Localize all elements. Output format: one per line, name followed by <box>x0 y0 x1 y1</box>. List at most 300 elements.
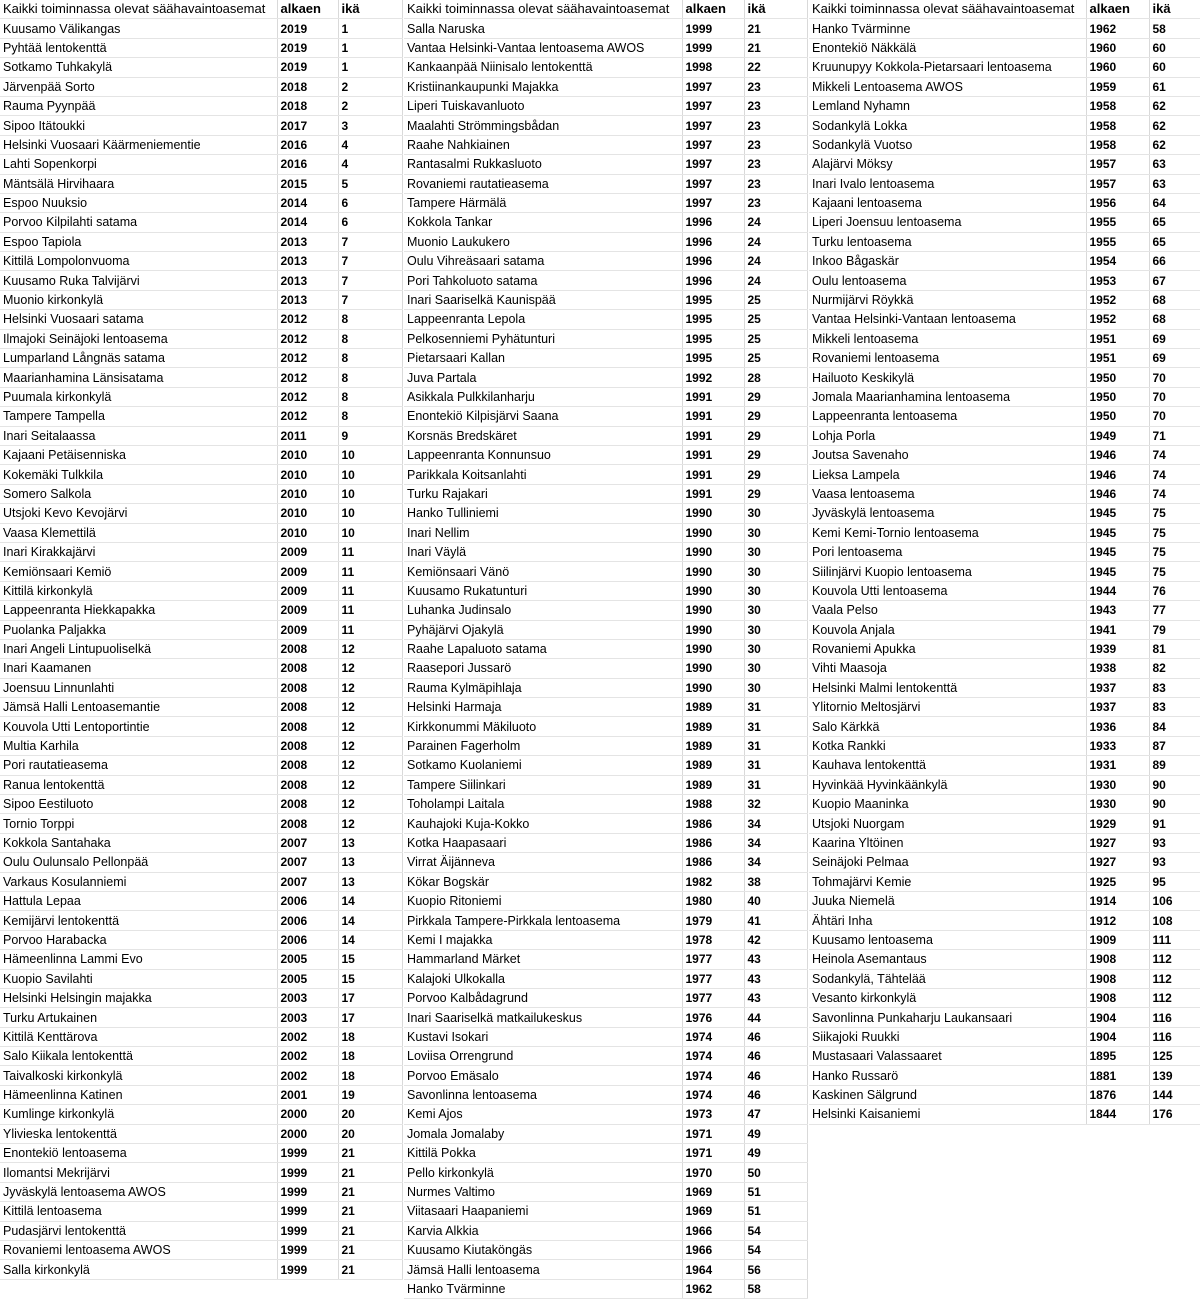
station-name: Inkoo Bågaskär <box>809 252 1086 271</box>
station-age: 46 <box>744 1027 807 1046</box>
start-year: 2010 <box>277 523 338 542</box>
table-row <box>404 833 807 852</box>
start-year: 1881 <box>1086 1066 1149 1085</box>
table-row <box>809 96 1200 115</box>
station-name: Kemi Kemi-Tornio lentoasema <box>809 523 1086 542</box>
station-age: 95 <box>1149 872 1200 891</box>
start-year: 1952 <box>1086 290 1149 309</box>
station-name: Porvoo Kalbådagrund <box>404 988 682 1007</box>
start-year: 2000 <box>277 1105 338 1124</box>
start-year: 2002 <box>277 1047 338 1066</box>
table-row <box>404 717 807 736</box>
table-row <box>809 736 1200 755</box>
start-year: 1982 <box>682 872 744 891</box>
start-year: 2009 <box>277 562 338 581</box>
station-name: Sodankylä Vuotso <box>809 135 1086 154</box>
start-year: 1986 <box>682 853 744 872</box>
start-year: 1943 <box>1086 601 1149 620</box>
start-year: 1999 <box>682 38 744 57</box>
table-row <box>404 601 807 620</box>
table-row <box>0 465 402 484</box>
start-year: 1929 <box>1086 814 1149 833</box>
start-year: 2017 <box>277 116 338 135</box>
station-age: 74 <box>1149 484 1200 503</box>
station-age: 23 <box>744 77 807 96</box>
table-row <box>404 426 807 445</box>
station-name: Kruunupyy Kokkola-Pietarsaari lentoasema <box>809 58 1086 77</box>
table-row <box>404 1241 807 1260</box>
station-age: 42 <box>744 930 807 949</box>
start-year: 2009 <box>277 601 338 620</box>
table-row <box>809 329 1200 348</box>
station-age: 23 <box>744 135 807 154</box>
table-row <box>404 969 807 988</box>
station-name: Hanko Tvärminne <box>809 19 1086 38</box>
station-name: Rantasalmi Rukkasluoto <box>404 155 682 174</box>
station-name: Alajärvi Möksy <box>809 155 1086 174</box>
station-age: 58 <box>744 1279 807 1298</box>
station-name: Kittilä Pokka <box>404 1144 682 1163</box>
station-name: Tampere Tampella <box>0 407 277 426</box>
station-age: 13 <box>338 853 402 872</box>
station-name: Hanko Russarö <box>809 1066 1086 1085</box>
station-age: 5 <box>338 174 402 193</box>
station-name: Hammarland Märket <box>404 950 682 969</box>
station-age: 12 <box>338 775 402 794</box>
start-year: 2008 <box>277 678 338 697</box>
station-name: Kuusamo Välikangas <box>0 19 277 38</box>
table-row <box>0 678 402 697</box>
table-row <box>0 193 402 212</box>
table-row <box>404 930 807 949</box>
station-name: Kuusamo Rukatunturi <box>404 581 682 600</box>
start-year: 1956 <box>1086 193 1149 212</box>
table-row <box>404 1066 807 1085</box>
station-age: 6 <box>338 193 402 212</box>
station-age: 43 <box>744 988 807 1007</box>
table-row <box>809 271 1200 290</box>
start-year: 1946 <box>1086 465 1149 484</box>
start-year: 2015 <box>277 174 338 193</box>
station-age: 29 <box>744 387 807 406</box>
table-row <box>809 387 1200 406</box>
station-name: Lieksa Lampela <box>809 465 1086 484</box>
station-name: Rovaniemi rautatieasema <box>404 174 682 193</box>
header-row <box>0 0 402 19</box>
start-year: 2001 <box>277 1085 338 1104</box>
station-name: Utsjoki Kevo Kevojärvi <box>0 504 277 523</box>
station-name: Raahe Lapaluoto satama <box>404 639 682 658</box>
start-year: 2003 <box>277 1008 338 1027</box>
station-age: 106 <box>1149 891 1200 910</box>
table-row <box>0 795 402 814</box>
start-year: 1974 <box>682 1066 744 1085</box>
table-row <box>404 271 807 290</box>
start-year: 1991 <box>682 387 744 406</box>
station-age: 87 <box>1149 736 1200 755</box>
table-row <box>809 891 1200 910</box>
station-age: 20 <box>338 1124 402 1143</box>
header-row <box>809 0 1200 19</box>
table-row <box>404 368 807 387</box>
start-year: 2008 <box>277 736 338 755</box>
table-row <box>809 426 1200 445</box>
table-row <box>809 77 1200 96</box>
start-year: 1977 <box>682 969 744 988</box>
table-row <box>809 833 1200 852</box>
station-age: 8 <box>338 368 402 387</box>
station-age: 30 <box>744 659 807 678</box>
start-year: 1974 <box>682 1085 744 1104</box>
table-row <box>0 213 402 232</box>
station-age: 7 <box>338 252 402 271</box>
start-year: 1955 <box>1086 232 1149 251</box>
table-row <box>404 465 807 484</box>
start-year: 2007 <box>277 853 338 872</box>
station-name: Kuopio Savilahti <box>0 969 277 988</box>
station-name: Hanko Tvärminne <box>404 1279 682 1298</box>
station-age: 21 <box>744 38 807 57</box>
station-name: Toholampi Laitala <box>404 795 682 814</box>
start-year: 1958 <box>1086 96 1149 115</box>
table-row <box>809 213 1200 232</box>
station-name: Utsjoki Nuorgam <box>809 814 1086 833</box>
table-row <box>404 1144 807 1163</box>
start-year: 1989 <box>682 717 744 736</box>
station-age: 116 <box>1149 1027 1200 1046</box>
station-name: Loviisa Orrengrund <box>404 1047 682 1066</box>
start-year: 1995 <box>682 310 744 329</box>
station-name: Lappeenranta Hiekkapakka <box>0 601 277 620</box>
station-age: 38 <box>744 872 807 891</box>
station-name: Inari Seitalaassa <box>0 426 277 445</box>
start-year: 1962 <box>682 1279 744 1298</box>
start-year: 1996 <box>682 213 744 232</box>
station-age: 21 <box>338 1144 402 1163</box>
station-name: Ähtäri Inha <box>809 911 1086 930</box>
start-year: 1937 <box>1086 678 1149 697</box>
start-year: 1957 <box>1086 174 1149 193</box>
station-age: 4 <box>338 135 402 154</box>
station-age: 50 <box>744 1163 807 1182</box>
start-year: 1991 <box>682 465 744 484</box>
start-year: 2013 <box>277 252 338 271</box>
station-name: Sodankylä Lokka <box>809 116 1086 135</box>
table-row <box>809 523 1200 542</box>
start-year: 1946 <box>1086 445 1149 464</box>
station-name: Savonlinna lentoasema <box>404 1085 682 1104</box>
start-year: 1908 <box>1086 988 1149 1007</box>
table-row <box>0 155 402 174</box>
station-age: 43 <box>744 950 807 969</box>
station-name: Ilmajoki Seinäjoki lentoasema <box>0 329 277 348</box>
station-age: 28 <box>744 368 807 387</box>
station-name: Inari Kaamanen <box>0 659 277 678</box>
station-age: 90 <box>1149 775 1200 794</box>
start-year: 1989 <box>682 698 744 717</box>
start-year: 1844 <box>1086 1105 1149 1124</box>
table-row <box>404 775 807 794</box>
station-age: 23 <box>744 96 807 115</box>
table-row <box>0 542 402 561</box>
station-name: Enontekiö Kilpisjärvi Saana <box>404 407 682 426</box>
table-row <box>809 193 1200 212</box>
station-age: 46 <box>744 1085 807 1104</box>
station-name: Kaarina Yltöinen <box>809 833 1086 852</box>
table-row <box>809 775 1200 794</box>
table-row <box>0 1182 402 1201</box>
station-name: Juuka Niemelä <box>809 891 1086 910</box>
station-name: Tampere Härmälä <box>404 193 682 212</box>
table-row <box>809 1047 1200 1066</box>
station-name: Rovaniemi Apukka <box>809 639 1086 658</box>
start-year: 1960 <box>1086 38 1149 57</box>
table-row <box>0 174 402 193</box>
station-age: 79 <box>1149 620 1200 639</box>
start-year: 2019 <box>277 58 338 77</box>
station-age: 51 <box>744 1202 807 1221</box>
start-year: 1992 <box>682 368 744 387</box>
start-year: 1996 <box>682 232 744 251</box>
station-age: 29 <box>744 407 807 426</box>
station-age: 29 <box>744 445 807 464</box>
table-row <box>404 116 807 135</box>
start-year: 1950 <box>1086 407 1149 426</box>
start-year: 1957 <box>1086 155 1149 174</box>
start-year: 2007 <box>277 872 338 891</box>
start-year: 1991 <box>682 445 744 464</box>
station-name: Pyhtää lentokenttä <box>0 38 277 57</box>
start-year: 1999 <box>277 1260 338 1279</box>
start-year: 1958 <box>1086 135 1149 154</box>
start-year: 2014 <box>277 213 338 232</box>
table-row <box>404 795 807 814</box>
table-row <box>809 659 1200 678</box>
table-row <box>0 911 402 930</box>
table-row <box>0 329 402 348</box>
start-year: 2007 <box>277 833 338 852</box>
station-age: 21 <box>338 1260 402 1279</box>
start-year: 2012 <box>277 407 338 426</box>
station-name: Helsinki Helsingin majakka <box>0 988 277 1007</box>
station-name: Pello kirkonkylä <box>404 1163 682 1182</box>
table-row <box>0 950 402 969</box>
start-year: 1930 <box>1086 775 1149 794</box>
table-row <box>809 445 1200 464</box>
station-name: Nurmes Valtimo <box>404 1182 682 1201</box>
station-name: Vaasa Klemettilä <box>0 523 277 542</box>
start-year: 1995 <box>682 290 744 309</box>
start-year: 1945 <box>1086 542 1149 561</box>
start-year: 1931 <box>1086 756 1149 775</box>
station-name: Karvia Alkkia <box>404 1221 682 1240</box>
table-row <box>404 1085 807 1104</box>
start-year: 1990 <box>682 639 744 658</box>
start-year: 1945 <box>1086 562 1149 581</box>
station-age: 1 <box>338 58 402 77</box>
station-age: 13 <box>338 872 402 891</box>
station-age: 8 <box>338 407 402 426</box>
station-name: Mikkeli lentoasema <box>809 329 1086 348</box>
start-year: 1955 <box>1086 213 1149 232</box>
start-year: 1938 <box>1086 659 1149 678</box>
table-row <box>0 1124 402 1143</box>
station-age: 31 <box>744 717 807 736</box>
station-age: 11 <box>338 542 402 561</box>
station-name: Lahti Sopenkorpi <box>0 155 277 174</box>
station-name: Mikkeli Lentoasema AWOS <box>809 77 1086 96</box>
table-row <box>404 96 807 115</box>
start-year: 2019 <box>277 38 338 57</box>
station-name: Muonio kirkonkylä <box>0 290 277 309</box>
start-year: 2008 <box>277 775 338 794</box>
station-name: Kittilä Lompolonvuoma <box>0 252 277 271</box>
station-age: 70 <box>1149 368 1200 387</box>
table-row <box>809 1027 1200 1046</box>
station-age: 58 <box>1149 19 1200 38</box>
station-age: 12 <box>338 814 402 833</box>
start-year: 1927 <box>1086 833 1149 852</box>
start-year: 2012 <box>277 387 338 406</box>
station-name: Pori rautatieasema <box>0 756 277 775</box>
table-row <box>0 891 402 910</box>
station-age: 44 <box>744 1008 807 1027</box>
start-year: 1990 <box>682 601 744 620</box>
station-name: Kemiönsaari Kemiö <box>0 562 277 581</box>
station-name: Maarianhamina Länsisatama <box>0 368 277 387</box>
table-row <box>809 969 1200 988</box>
station-name: Kittilä Kenttärova <box>0 1027 277 1046</box>
start-year: 1933 <box>1086 736 1149 755</box>
station-age: 30 <box>744 639 807 658</box>
table-row <box>404 872 807 891</box>
station-name: Jämsä Halli Lentoasemantie <box>0 698 277 717</box>
table-row <box>809 601 1200 620</box>
table-row <box>809 930 1200 949</box>
station-name: Vantaa Helsinki-Vantaa lentoasema AWOS <box>404 38 682 57</box>
table-row <box>0 601 402 620</box>
station-name: Salo Kärkkä <box>809 717 1086 736</box>
table-row <box>404 562 807 581</box>
table-row <box>404 542 807 561</box>
station-age: 10 <box>338 504 402 523</box>
start-year: 1941 <box>1086 620 1149 639</box>
station-name: Joensuu Linnunlahti <box>0 678 277 697</box>
station-name: Pirkkala Tampere-Pirkkala lentoasema <box>404 911 682 930</box>
station-age: 46 <box>744 1066 807 1085</box>
station-age: 176 <box>1149 1105 1200 1124</box>
station-name: Turku Rajakari <box>404 484 682 503</box>
station-name: Raasepori Jussarö <box>404 659 682 678</box>
start-year: 1978 <box>682 930 744 949</box>
table-row <box>404 329 807 348</box>
table-row <box>0 232 402 251</box>
start-year: 1971 <box>682 1144 744 1163</box>
start-year: 1950 <box>1086 368 1149 387</box>
station-name: Rovaniemi lentoasema <box>809 349 1086 368</box>
station-age: 23 <box>744 193 807 212</box>
station-age: 29 <box>744 465 807 484</box>
station-age: 63 <box>1149 155 1200 174</box>
station-age: 69 <box>1149 329 1200 348</box>
station-age: 17 <box>338 988 402 1007</box>
start-year: 1995 <box>682 349 744 368</box>
start-year: 2005 <box>277 969 338 988</box>
table-row <box>404 1279 807 1298</box>
station-age: 17 <box>338 1008 402 1027</box>
station-age: 56 <box>744 1260 807 1279</box>
station-age: 29 <box>744 484 807 503</box>
station-name: Puumala kirkonkylä <box>0 387 277 406</box>
table-row <box>0 504 402 523</box>
header-year: alkaen <box>1086 0 1149 19</box>
header-age: ikä <box>744 0 807 19</box>
station-name: Raahe Nahkiainen <box>404 135 682 154</box>
station-name: Porvoo Harabacka <box>0 930 277 949</box>
station-age: 1 <box>338 38 402 57</box>
station-name: Nurmijärvi Röykkä <box>809 290 1086 309</box>
table-row <box>0 1241 402 1260</box>
table-row <box>0 271 402 290</box>
station-name: Kemiönsaari Vänö <box>404 562 682 581</box>
table-row <box>404 252 807 271</box>
station-name: Kouvola Utti lentoasema <box>809 581 1086 600</box>
start-year: 1991 <box>682 407 744 426</box>
station-age: 19 <box>338 1085 402 1104</box>
station-age: 30 <box>744 581 807 600</box>
station-age: 12 <box>338 698 402 717</box>
start-year: 2010 <box>277 445 338 464</box>
table-row <box>0 756 402 775</box>
station-name: Kokemäki Tulkkila <box>0 465 277 484</box>
start-year: 2014 <box>277 193 338 212</box>
station-age: 24 <box>744 232 807 251</box>
station-name: Kankaanpää Niinisalo lentokenttä <box>404 58 682 77</box>
station-name: Lemland Nyhamn <box>809 96 1086 115</box>
station-name: Kaskinen Sälgrund <box>809 1085 1086 1104</box>
station-age: 30 <box>744 562 807 581</box>
station-name: Jyväskylä lentoasema <box>809 504 1086 523</box>
station-age: 46 <box>744 1047 807 1066</box>
table-row <box>0 1027 402 1046</box>
header-age: ikä <box>1149 0 1200 19</box>
start-year: 1999 <box>277 1163 338 1182</box>
table-row <box>0 135 402 154</box>
station-age: 10 <box>338 484 402 503</box>
station-name: Inari Saariselkä Kaunispää <box>404 290 682 309</box>
station-name: Pelkosenniemi Pyhätunturi <box>404 329 682 348</box>
table-row <box>809 368 1200 387</box>
station-age: 71 <box>1149 426 1200 445</box>
start-year: 1966 <box>682 1241 744 1260</box>
station-age: 10 <box>338 445 402 464</box>
station-age: 21 <box>338 1202 402 1221</box>
station-name: Vaala Pelso <box>809 601 1086 620</box>
start-year: 2010 <box>277 484 338 503</box>
table-row <box>0 349 402 368</box>
station-age: 91 <box>1149 814 1200 833</box>
table-row <box>809 135 1200 154</box>
station-age: 75 <box>1149 542 1200 561</box>
station-age: 112 <box>1149 988 1200 1007</box>
start-year: 1974 <box>682 1047 744 1066</box>
station-age: 7 <box>338 290 402 309</box>
station-age: 31 <box>744 698 807 717</box>
table-row <box>0 116 402 135</box>
station-age: 75 <box>1149 504 1200 523</box>
start-year: 1991 <box>682 426 744 445</box>
station-age: 18 <box>338 1066 402 1085</box>
